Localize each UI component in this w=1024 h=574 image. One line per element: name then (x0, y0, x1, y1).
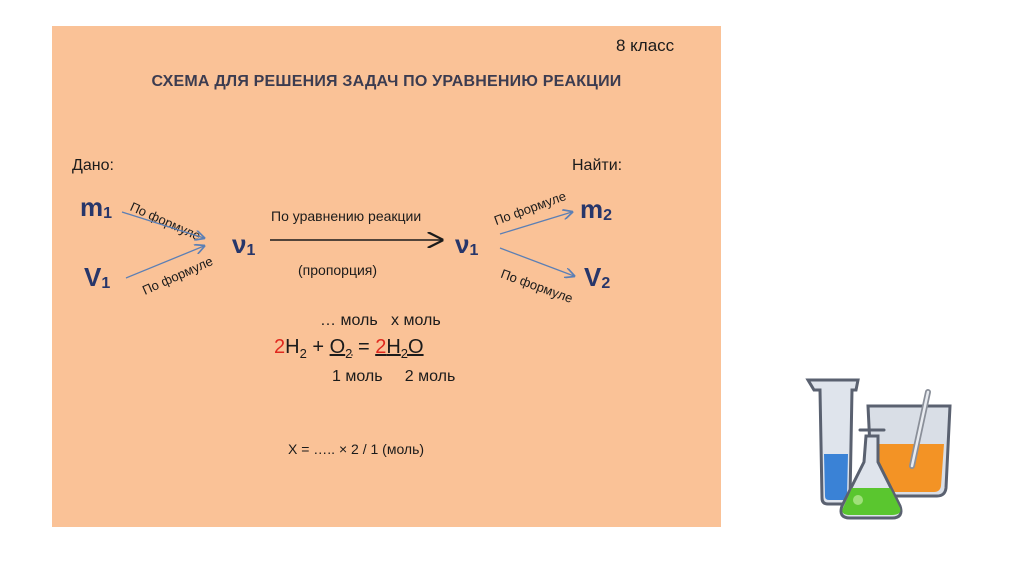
coefficient-1: 2 (274, 336, 286, 358)
mass2-symbol: $m_2$ (580, 194, 613, 224)
calculation-formula: X = ….. × 2 / 1 (моль) (288, 441, 425, 457)
lab-glassware-icon (800, 370, 976, 530)
slide-title: СХЕМА ДЛЯ РЕШЕНИЯ ЗАДАЧ ПО УРАВНЕНИЮ РЕАКЦИИ (151, 73, 622, 90)
plus-sign: + (306, 336, 330, 358)
by-formula-label-top-left: По формуле (127, 199, 203, 244)
find-label: Найти: (572, 157, 623, 174)
reaction-equation (274, 336, 424, 361)
given-label: Дано: (72, 157, 114, 174)
arrow-v1-to-nu1 (126, 246, 204, 278)
volume1-symbol: $V_1$ (84, 262, 111, 292)
by-formula-label-bottom-left: По формуле (140, 253, 216, 298)
h2-symbol: H (285, 336, 300, 358)
h2o-formula: $2H_2O$ (375, 336, 424, 361)
proportion-label: (пропорция) (298, 262, 378, 278)
by-formula-label-top-right: По формуле (492, 188, 569, 229)
amount1-right-symbol: $\nu_1$ (455, 229, 479, 259)
h2-subscript: 2 (299, 346, 307, 361)
volume2-symbol: $V_2$ (584, 262, 611, 292)
equation-top-amounts: … моль x моль (320, 312, 441, 329)
arrow-m1-to-nu1 (122, 212, 204, 238)
mass1-symbol: $m_1$ (80, 192, 113, 222)
grade-label: 8 класс (616, 36, 675, 55)
by-formula-label-bottom-right: По формуле (498, 266, 575, 306)
equals-sign: = (352, 336, 376, 358)
by-reaction-equation-label: По уравнению реакции (271, 208, 422, 224)
arrow-nu1-to-v2 (500, 248, 574, 276)
amount1-left-symbol: $\nu_1$ (232, 229, 256, 259)
equation-bottom-amounts: 1 моль 2 моль (332, 368, 456, 385)
slide (52, 26, 721, 527)
arrow-nu1-to-m2 (500, 212, 572, 234)
o2-formula: $O_2$ (329, 336, 353, 361)
